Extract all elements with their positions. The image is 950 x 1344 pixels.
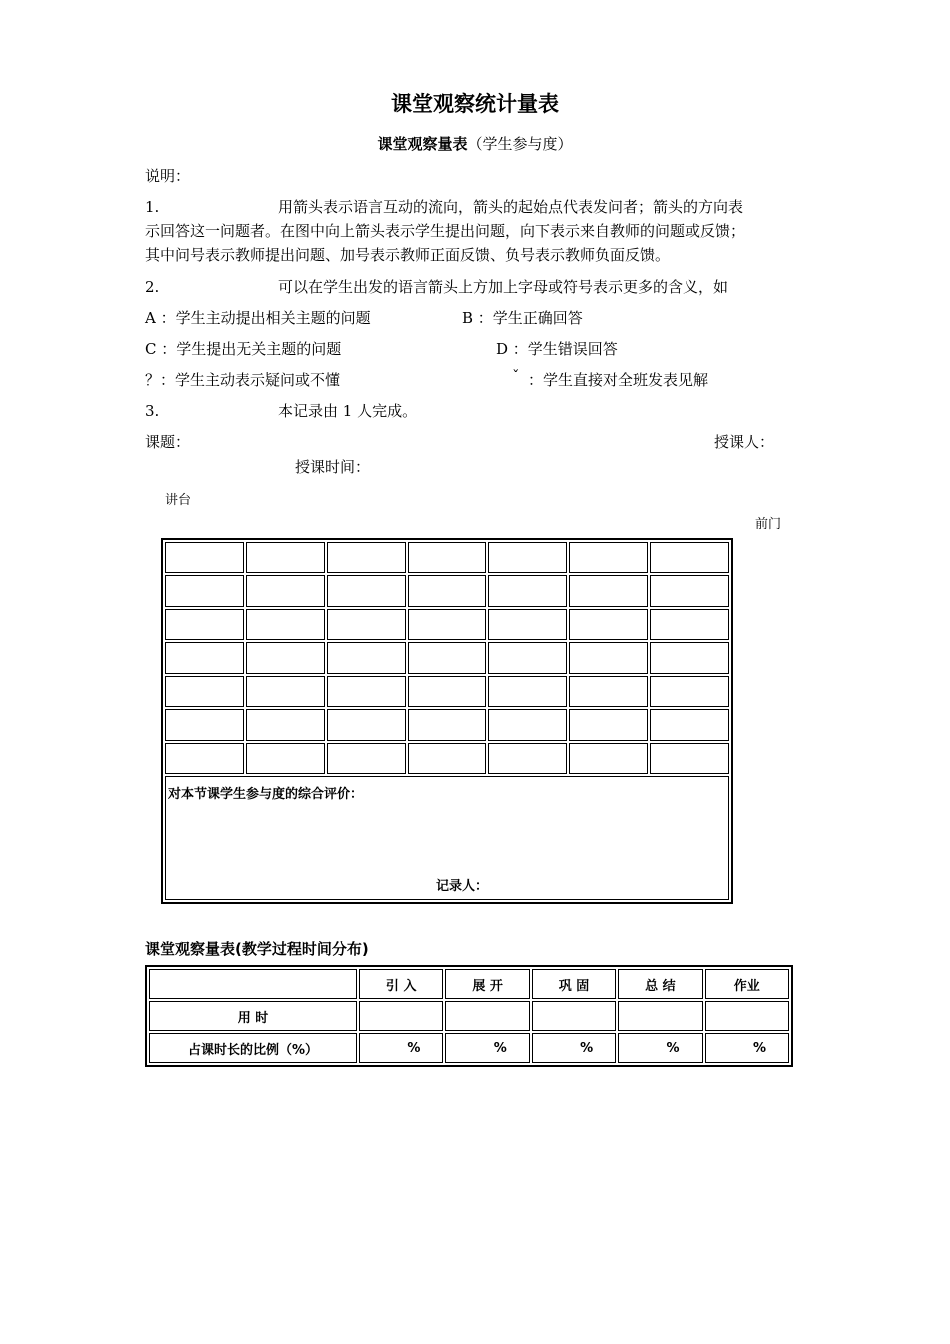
seat-cell	[246, 575, 325, 606]
seat-cell	[488, 676, 567, 707]
seat-cell	[327, 743, 406, 774]
seat-row	[165, 575, 729, 606]
time-header-empty	[149, 969, 357, 999]
seat-cell	[650, 609, 729, 640]
seat-cell	[165, 676, 244, 707]
row-label-ratio: 占课时长的比例（%）	[149, 1033, 357, 1063]
seat-cell	[650, 575, 729, 606]
seat-cell	[569, 542, 648, 573]
col-header: 展 开	[445, 969, 529, 999]
pct-cell[interactable]: %	[532, 1033, 616, 1063]
seat-cell	[488, 743, 567, 774]
seat-cell	[165, 642, 244, 673]
time-cell[interactable]	[445, 1001, 529, 1031]
col-header: 总 结	[618, 969, 702, 999]
seat-cell	[650, 642, 729, 673]
time-used-row	[149, 1001, 789, 1031]
page-title: 课堂观察统计量表	[391, 91, 559, 116]
item3-text: 本记录由 1 人完成。	[278, 402, 418, 420]
seat-cell	[408, 676, 487, 707]
seat-cell	[488, 609, 567, 640]
podium-label: 讲台	[165, 493, 192, 508]
col-header: 引 入	[359, 969, 443, 999]
front-door-label: 前门	[755, 517, 782, 532]
seat-cell	[327, 642, 406, 673]
row-label-time: 用 时	[149, 1001, 357, 1031]
col-header: 巩 固	[532, 969, 616, 999]
time-table-heading: 课堂观察量表(教学过程时间分布)	[145, 940, 369, 958]
seat-cell	[488, 709, 567, 740]
code-d: D ：学生错误回答	[496, 340, 618, 358]
seat-cell	[327, 709, 406, 740]
item2-text: 可以在学生出发的语言箭头上方加上字母或符号表示更多的含义，如	[278, 278, 729, 296]
seat-cell	[327, 542, 406, 573]
seat-cell	[327, 609, 406, 640]
seat-cell	[408, 542, 487, 573]
seat-cell	[408, 575, 487, 606]
seat-cell	[246, 709, 325, 740]
seat-cell	[488, 575, 567, 606]
seat-cell	[650, 709, 729, 740]
seat-cell	[246, 642, 325, 673]
time-distribution-table	[145, 965, 793, 1067]
seat-cell	[165, 575, 244, 606]
item1-line1: 用箭头表示语言互动的流向，箭头的起始点代表发问者；箭头的方向表	[278, 198, 744, 216]
time-header-row	[149, 969, 789, 999]
subtitle-bold: 课堂观察量表	[377, 135, 468, 153]
seat-row	[165, 676, 729, 707]
time-label: 授课时间：	[295, 458, 371, 476]
seat-cell	[165, 743, 244, 774]
seat-cell	[246, 743, 325, 774]
pct-cell[interactable]: %	[445, 1033, 529, 1063]
evaluation-label: 对本节课学生参与度的综合评价：	[168, 787, 364, 803]
seat-cell	[488, 642, 567, 673]
seat-cell	[408, 609, 487, 640]
seat-cell	[650, 542, 729, 573]
seat-row	[165, 709, 729, 740]
code-a: A ：学生主动提出相关主题的问题	[145, 309, 371, 327]
seat-cell	[569, 642, 648, 673]
time-cell[interactable]	[532, 1001, 616, 1031]
teacher-label: 授课人：	[714, 433, 775, 451]
seat-cell	[408, 743, 487, 774]
seat-cell	[569, 609, 648, 640]
item1-line3: 其中问号表示教师提出问题、加号表示教师正面反馈、负号表示教师负面反馈。	[145, 246, 671, 264]
seat-cell	[650, 743, 729, 774]
seat-cell	[408, 709, 487, 740]
recorder-label: 记录人：	[436, 879, 489, 895]
seat-cell	[246, 609, 325, 640]
item2-number: 2.	[145, 278, 160, 296]
code-question: ？：学生主动表示疑问或不懂	[145, 371, 341, 389]
code-check: ：学生直接对全班发表见解	[528, 371, 709, 389]
subtitle	[0, 133, 950, 154]
seat-cell	[327, 676, 406, 707]
time-cell[interactable]	[359, 1001, 443, 1031]
seat-cell	[246, 676, 325, 707]
seat-cell	[408, 642, 487, 673]
pct-cell[interactable]: %	[618, 1033, 702, 1063]
code-b: B ：学生正确回答	[462, 309, 583, 327]
evaluation-box[interactable]	[165, 776, 729, 900]
code-c: C ：学生提出无关主题的问题	[145, 340, 342, 358]
seat-cell	[165, 709, 244, 740]
seat-cell	[327, 575, 406, 606]
time-cell[interactable]	[618, 1001, 702, 1031]
ratio-row	[149, 1033, 789, 1063]
item1-number: 1.	[145, 198, 160, 216]
subtitle-paren: （学生参与度）	[467, 135, 573, 153]
seat-row	[165, 743, 729, 774]
seat-cell	[488, 542, 567, 573]
pct-cell[interactable]: %	[705, 1033, 789, 1063]
seat-cell	[165, 609, 244, 640]
intro-label: 说明：	[145, 167, 191, 185]
seat-cell	[165, 542, 244, 573]
seat-row	[165, 642, 729, 673]
seat-cell	[569, 676, 648, 707]
code-check-symbol: ˇ	[512, 367, 520, 385]
seat-cell	[246, 542, 325, 573]
seat-cell	[650, 676, 729, 707]
topic-label: 课题：	[145, 433, 191, 451]
item1-line2: 示回答这一问题者。在图中向上箭头表示学生提出问题，向下表示来自教师的问题或反馈；	[145, 222, 746, 240]
seat-cell	[569, 575, 648, 606]
seat-chart-table	[161, 538, 733, 904]
time-cell[interactable]	[705, 1001, 789, 1031]
col-header: 作业	[705, 969, 789, 999]
seat-cell	[569, 743, 648, 774]
seat-cell	[569, 709, 648, 740]
item3-number: 3.	[145, 402, 160, 420]
pct-cell[interactable]: %	[359, 1033, 443, 1063]
seat-row	[165, 542, 729, 573]
seat-row	[165, 609, 729, 640]
